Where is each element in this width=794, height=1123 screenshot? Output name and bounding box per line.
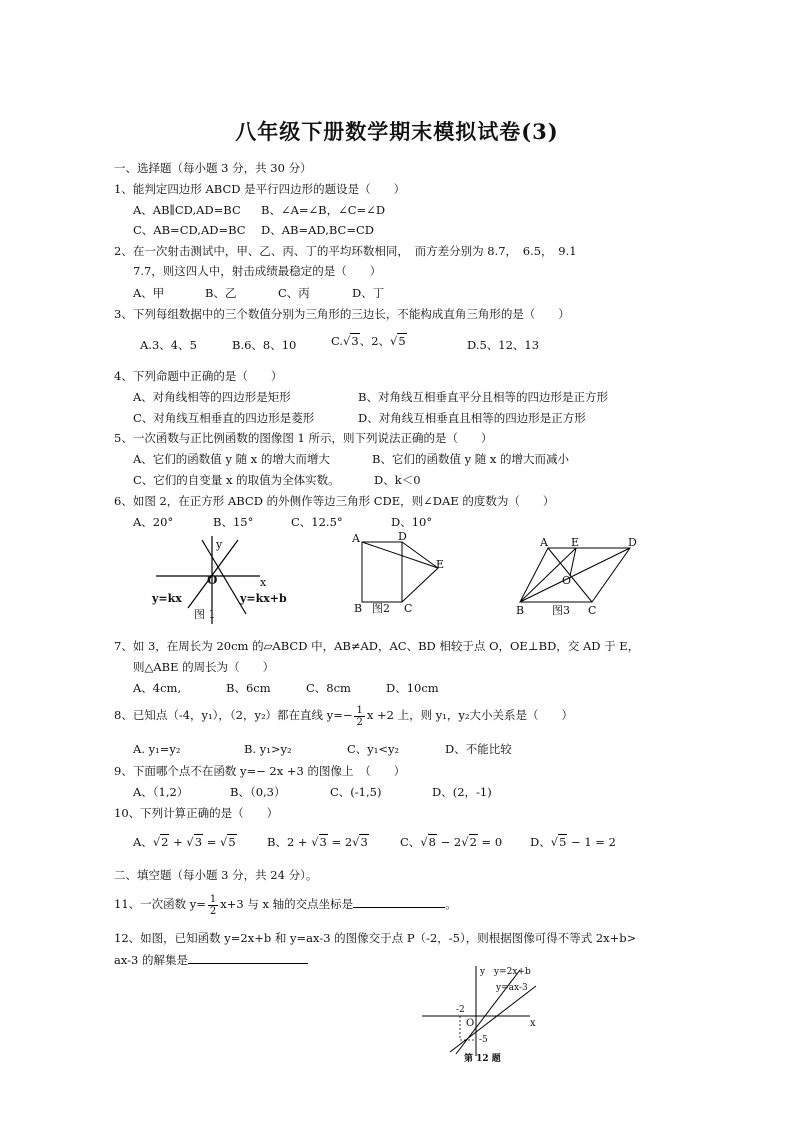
q1-option-d: D、AB=AD,BC=CD [261, 223, 375, 237]
q1-option-a: A、AB∥CD,AD=BC [133, 203, 241, 217]
q9-stem: 9、下面哪个点不在函数 y=− 2x +3 的图像上 （ ） [114, 764, 406, 778]
q11-answer-blank [353, 895, 445, 908]
q4-stem: 4、下列命题中正确的是（ ） [114, 369, 283, 383]
q2-stem: 2、在一次射击测试中，甲、乙、丙、丁的平均环数相同， 而方差分别为 8.7， 6.5， 9.1 [114, 244, 577, 258]
fig3-segment-oe [570, 548, 576, 576]
q6-option-a: A、20° [133, 515, 174, 529]
q10-option-d: D、√5 − 1 = 2 [530, 835, 616, 849]
q3-option-c: C.√3、2、√5 [331, 334, 406, 348]
q4-option-a: A、对角线相等的四边形是矩形 [133, 390, 291, 404]
fig12-line-2xb-label: y=2x+b [494, 967, 531, 977]
q5-stem: 5、一次函数与正比例函数的图像图 1 所示，则下列说法正确的是（ ） [114, 431, 493, 445]
q5-option-a: A、它们的函数值 y 随 x 的增大而增大 [133, 452, 330, 466]
q6-option-c: C、12.5° [291, 515, 343, 529]
q8-option-a: A. y₁=y₂ [133, 742, 181, 756]
figure-3 [510, 534, 650, 620]
q4-option-d: D、对角线互相垂直且相等的四边形是正方形 [358, 411, 586, 425]
section1-heading: 一、选择题（每小题 3 分，共 30 分） [114, 161, 312, 175]
fig3-diagonal-bd [520, 548, 630, 602]
fig2-square [362, 542, 402, 602]
q2-option-b: B、乙 [205, 286, 237, 300]
q11-fraction: $\frac{1}{2}$ [209, 893, 217, 917]
q4-option-c: C、对角线互相垂直的四边形是菱形 [133, 411, 315, 425]
fig3-label-b: B [516, 604, 525, 617]
fig1-x-label: x [260, 576, 267, 589]
q9-option-a: A、（1,2） [133, 785, 189, 799]
q9-option-b: B、（0,3） [230, 785, 286, 799]
figure-1 [150, 536, 300, 626]
q5-option-c: C、它们的自变量 x 的取值为全体实数。 [133, 473, 340, 487]
q8-option-c: C、y₁<y₂ [347, 742, 400, 756]
page-title: 八年级下册数学期末模拟试卷(3) [235, 119, 559, 144]
q7-option-a: A、4cm, [133, 681, 182, 695]
q7-option-d: D、10cm [386, 681, 439, 695]
q3-option-a: A.3、4、5 [140, 338, 197, 352]
q2-option-c: C、丙 [278, 286, 310, 300]
fig2-label-b: B [354, 602, 363, 615]
fig2-segment-ae [362, 542, 438, 568]
fig3-label-c: C [588, 604, 597, 617]
fig12-y-label: y [480, 967, 486, 977]
q1-option-b: B、∠A=∠B，∠C=∠D [261, 203, 386, 217]
fig1-origin: O [207, 573, 218, 587]
section2-heading: 二、填空题（每小题 3 分，共 24 分）。 [114, 868, 318, 882]
q6-option-b: B、15° [213, 515, 254, 529]
fig3-label-d: D [628, 536, 637, 549]
fig2-label-d: D [398, 530, 407, 543]
fig12-tick-minus5: -5 [479, 1035, 488, 1045]
fig12-line-ax3-label: y=ax-3 [496, 983, 528, 993]
q11-stem: 11、一次函数 y= $\frac{1}{2}$ x+3 与 x 轴的交点坐标是 。 [114, 893, 457, 917]
q8-fraction: $\frac{1}{2}$ [356, 704, 363, 728]
fig3-label-a: A [540, 536, 548, 549]
fig1-line-kx-label: y=kx [152, 592, 182, 605]
q2-option-d: D、丁 [352, 286, 385, 300]
q10-option-c: C、√8 − 2√2 = 0 [400, 835, 503, 849]
fig3-label-e: E [571, 536, 580, 549]
q3-option-d: D.5、12、13 [467, 338, 540, 352]
figure-12 [418, 964, 548, 1064]
q10-option-a: A、√2 + √3 = √5 [133, 835, 236, 849]
q4-option-b: B、对角线互相垂直平分且相等的四边形是正方形 [358, 390, 608, 404]
fig12-tick-minus2: -2 [456, 1005, 465, 1015]
fig2-label-e: E [436, 558, 445, 571]
fig12-line-ax3 [450, 986, 536, 1052]
q5-option-d: D、k＜0 [374, 473, 421, 487]
q8-option-d: D、不能比较 [445, 742, 512, 756]
q2-stem-cont: 7.7，则这四人中，射击成绩最稳定的是（ ） [133, 264, 382, 278]
fig3-caption: 图3 [552, 604, 570, 617]
q2-option-a: A、甲 [133, 286, 165, 300]
q3-option-b: B.6、8、10 [232, 338, 297, 352]
q6-stem: 6、如图 2，在正方形 ABCD 的外侧作等边三角形 CDE，则∠DAE 的度数为（ ） [114, 494, 555, 508]
fig1-y-label: y [216, 538, 223, 551]
q10-option-b: B、2 + √3 = 2√3 [267, 835, 368, 849]
q7-option-c: C、8cm [306, 681, 351, 695]
q9-option-d: D、(2，-1) [432, 785, 492, 799]
q3-stem: 3、下列每组数据中的三个数值分别为三角形的三边长，不能构成直角三角形的是（ ） [114, 307, 570, 321]
fig3-label-o: O [562, 574, 572, 587]
fig1-caption: 图 1 [194, 608, 216, 621]
q7-option-b: B、6cm [226, 681, 271, 695]
q7-stem: 7、如 3，在周长为 20cm 的▱ABCD 中，AB≠AD，AC、BD 相较于点 O，OE⊥BD，交 AD 于 E， [114, 639, 640, 653]
fig2-triangle [402, 542, 438, 602]
fig2-caption: 图2 [372, 602, 390, 615]
fig2-label-c: C [404, 602, 413, 615]
q8-stem: 8、已知点（-4，y₁），（2，y₂）都在直线 y=− $\frac{1}{2}$ x +2 上，则 y₁，y₂大小关系是（ ） [114, 704, 573, 728]
q9-option-c: C、(-1,5) [330, 785, 382, 799]
fig12-origin: O [466, 1018, 475, 1029]
fig12-x-label: x [530, 1018, 536, 1029]
q10-stem: 10、下列计算正确的是（ ） [114, 806, 279, 820]
fig2-label-a: A [352, 532, 360, 545]
fig1-line-kxb-label: y=kx+b [240, 592, 287, 605]
q8-option-b: B. y₁>y₂ [244, 742, 292, 756]
q12-answer-blank [188, 951, 308, 964]
q6-option-d: D、10° [391, 515, 433, 529]
figure-2 [350, 530, 450, 618]
q12-stem: 12、如图，已知函数 y=2x+b 和 y=ax-3 的图像交于点 P（-2，-5），则根据图像可得不等式 2x+b> [114, 931, 637, 945]
q7-stem-cont: 则△ABE 的周长为（ ） [133, 660, 275, 674]
fig12-caption: 第 12 题 [464, 1054, 501, 1064]
q1-option-c: C、AB=CD,AD=BC [133, 223, 246, 237]
q1-stem: 1、能判定四边形 ABCD 是平行四边形的题设是（ ） [114, 182, 406, 196]
q12-stem-cont: ax-3 的解集是 [114, 951, 308, 968]
q5-option-b: B、它们的函数值 y 随 x 的增大而减小 [372, 452, 570, 466]
